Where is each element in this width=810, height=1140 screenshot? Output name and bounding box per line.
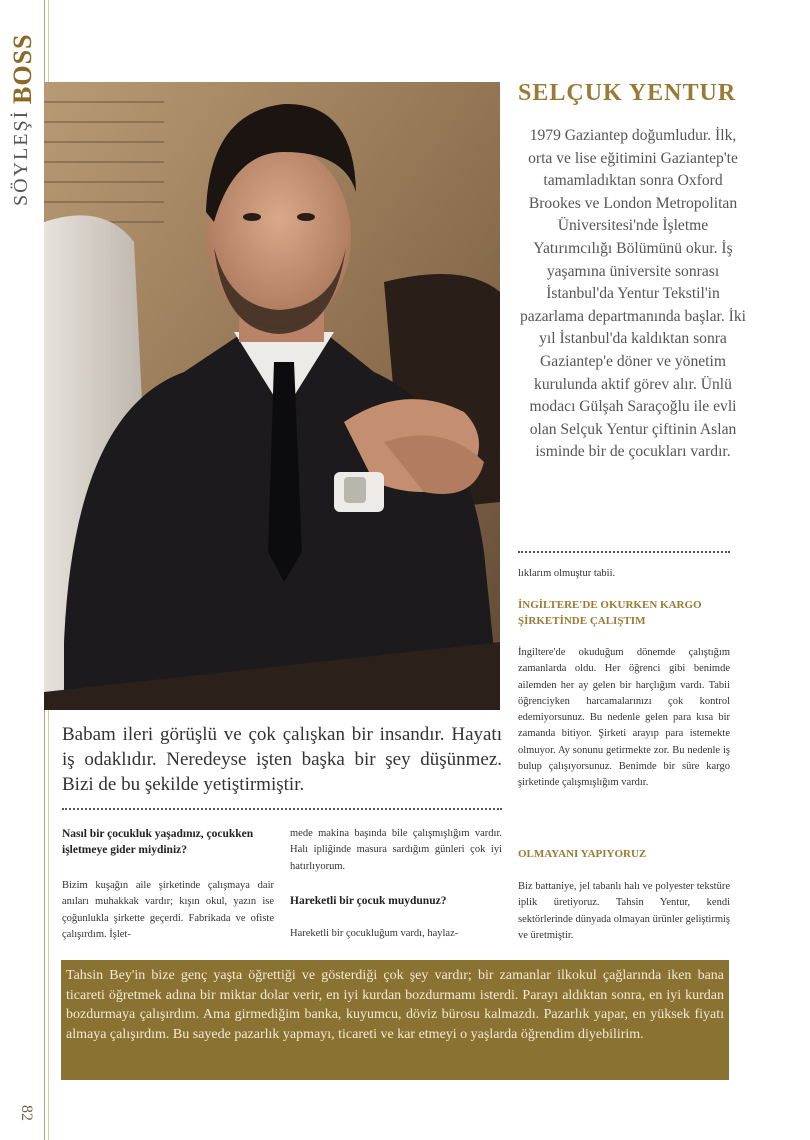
section-text-innovation: Biz battaniye, jel tabanlı halı ve polyester tekstüre iplik üretiyoruz. Tahsin Yentur, kendi sektörlerinde dünyada olmayan ürünler geliştirmiş ve üretmiştir.: [518, 881, 730, 941]
bio-text: 1979 Gaziantep doğumludur. İlk, orta ve lise eğitimini Gaziantep'te tamamladıktan sonra Oxford Brookes ve London Metropolitan Üniversitesi'nde İşletme Yatırımcılığı Bölümünü okur. İş yaşamına üniversite sonrası İstanbul'da Yentur Tekstil'in pazarlama departmanında başlar. İki yıl İstanbul'da kaldıktan sonra Gaziantep'e döner ve yönetim kurulunda aktif görev alır. Ünlü modacı Gülşah Saraçoğlu ile evli olan Selçuk Yentur çiftinin Aslan isminde bir de çocukları vardır.: [519, 127, 746, 461]
page-number: 82: [18, 1105, 35, 1121]
section-heading-innovation: OLMAYANI YAPIYORUZ: [518, 848, 647, 860]
question-active-child: Hareketli bir çocuk muydunuz?: [290, 895, 447, 907]
pull-quote: Babam ileri görüşlü ve çok çalışkan bir insandır. Hayatı iş odaklıdır. Neredeyse işten başka bir şey düşünmez. Bizi de bu şekilde yetiştirmiştir.: [62, 724, 502, 795]
portrait-illustration: [44, 82, 500, 710]
bio-title: SELÇUK YENTUR: [518, 80, 737, 106]
section-text-uk: İngiltere'de okuduğum dönemde çalıştığım zamanlarda oldu. Her öğrenci gibi benimde ailemden her ay gelen bir harçlığım vardı. Tabii öğrenciyken harcamalarınızı çok kontrol edemiyorsunuz. Bu nedenle gelen para kısa bir zamanda bitiyor. Şirketi arayıp para istemekte olmuyor. Ay sonunu getirmekte zor. Bu nedenle iş bulup çalışıyorsunuz. Benimde bir süre kargo şirketinde çalışmışlığım vardır.: [518, 647, 730, 789]
highlight-banner-text: Tahsin Bey'in bize genç yaşta öğrettiği ve gösterdiği çok şey vardır; bir zamanlar ilkokul çağlarında iken bana ticareti öğretmek adına bir miktar dolar verir, en iyi kurdan bozdurmamı isterdi. Parayı aldıktan sonra, en iyi kurdan bozdurmaya çalışırdım. Ama girmediğim banka, kuyumcu, döviz bürosu kalmazdı. Pazarlık yapar, en yüksek fiyatı almaya çalışırdım. Bu sayede pazarlık yapmayı, ticareti ve kar etmeyi o yaşlarda öğrendim diyebilirim.: [66, 968, 724, 1042]
answer-childhood: Bizim kuşağın aile şirketinde çalışmaya dair anıları muhakkak vardır; kışın okul, yazın ise çoğunlukla şirkette geçerdi. Fabrikada ve ofiste çalışırdım. İşlet-: [62, 880, 274, 940]
section-heading-uk: İNGİLTERE'DE OKURKEN KARGO ŞİRKETİNDE ÇALIŞTIM: [518, 599, 702, 627]
answer-active-child: Hareketli bir çocukluğum vardı, haylaz-: [290, 928, 459, 939]
column2-text: mede makina başında bile çalışmışlığım vardır. Halı ipliğinde masura sardığım günleri çok iyi hatırlıyorum.: [290, 828, 502, 872]
portrait-photo: [44, 82, 500, 710]
section-name: SÖYLEŞİ: [10, 109, 32, 206]
bio-divider: [518, 551, 730, 553]
magazine-brand: BOSS: [8, 33, 37, 104]
question-childhood: Nasıl bir çocukluk yaşadınız, çocukken işletmeye gider miydiniz?: [62, 828, 254, 856]
section-label: [4, 8, 40, 208]
quote-divider: [62, 808, 502, 810]
column3-intro: lıklarım olmuştur tabii.: [518, 568, 616, 579]
